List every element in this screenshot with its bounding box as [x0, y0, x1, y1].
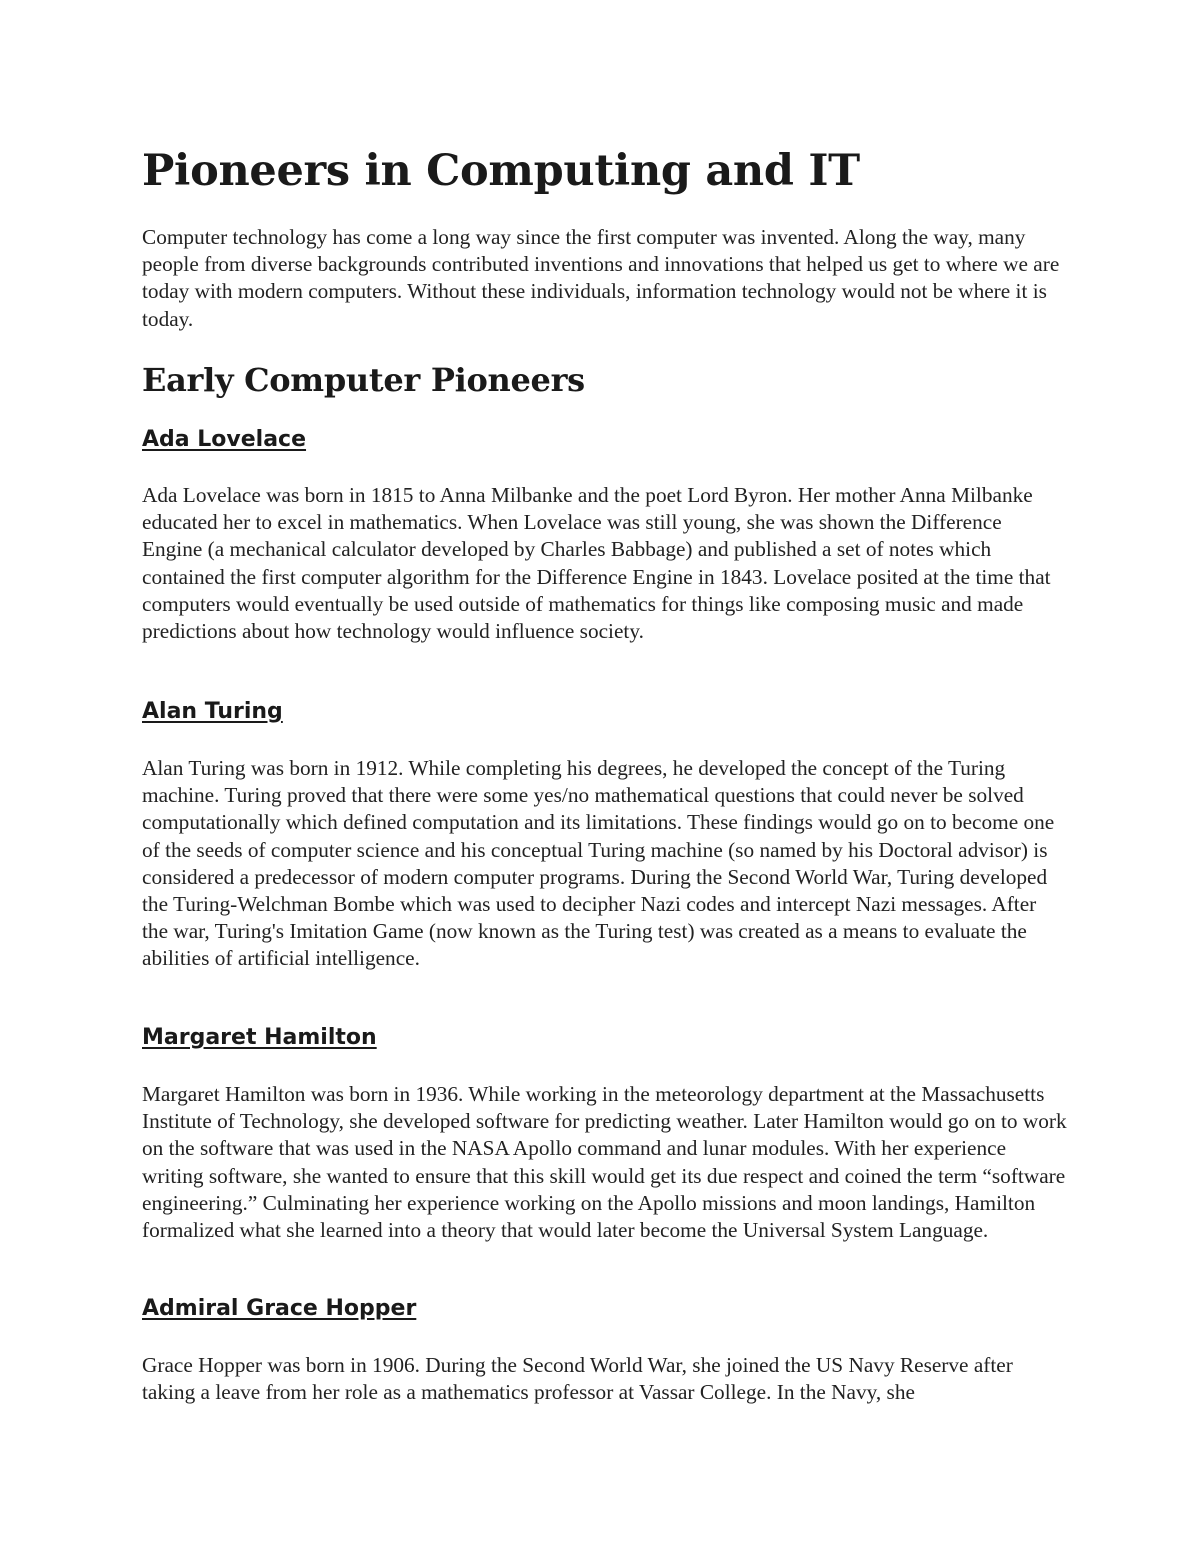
document-title: Pioneers in Computing and IT: [142, 146, 860, 196]
pioneer-name-alan-turing: Alan Turing: [142, 699, 283, 724]
intro-paragraph: Computer technology has come a long way since the first computer was invented. Along the way, many people from diverse backgrounds contributed inventions and innovations that helped us get to where we are today with modern computers. Without these individuals, information technology would not be where it is today.: [142, 225, 1060, 331]
pioneer-bio-grace-hopper: Grace Hopper was born in 1906. During the Second World War, she joined the US Navy Reserve after taking a leave from her role as a mathematics professor at Vassar College. In the Navy, she: [142, 1353, 1013, 1405]
pioneer-name-margaret-hamilton: Margaret Hamilton: [142, 1025, 377, 1050]
pioneer-bio-alan-turing: Alan Turing was born in 1912. While completing his degrees, he developed the concept of the Turing machine. Turing proved that there were some yes/no mathematical questions that could never be solved computationally which defined computation and its limitations. These findings would go on to become one of the seeds of computer science and his conceptual Turing machine (so named by his Doctoral advisor) is considered a predecessor of modern computer programs. During the Second World War, Turing developed the Turing-Welchman Bombe which was used to decipher Nazi codes and intercept Nazi messages. After the war, Turing's Imitation Game (now known as the Turing test) was created as a means to evaluate the abilities of artificial intelligence.: [142, 756, 1055, 971]
pioneer-name-ada-lovelace: Ada Lovelace: [142, 427, 307, 452]
section-title: Early Computer Pioneers: [142, 361, 585, 399]
pioneer-bio-ada-lovelace: Ada Lovelace was born in 1815 to Anna Milbanke and the poet Lord Byron. Her mother Anna Milbanke educated her to excel in mathematics. When Lovelace was still young, she was shown the Difference Engine (a mechanical calculator developed by Charles Babbage) and published a set of notes which contained the first computer algorithm for the Difference Engine in 1843. Lovelace posited at the time that computers would eventually be used outside of mathematics for things like composing music and made predictions about how technology would influence society.: [142, 483, 1051, 644]
pioneer-name-grace-hopper: Admiral Grace Hopper: [142, 1296, 417, 1321]
pioneer-bio-margaret-hamilton: Margaret Hamilton was born in 1936. While working in the meteorology department at the Massachusetts Institute of Technology, she developed software for predicting weather. Later Hamilton would go on to work on the software that was used in the NASA Apollo command and lunar modules. With her experience writing software, she wanted to ensure that this skill would get its due respect and coined the term “software engineering.” Culminating her experience working on the Apollo missions and moon landings, Hamilton formalized what she learned into a theory that would later become the Universal System Language.: [142, 1082, 1067, 1243]
